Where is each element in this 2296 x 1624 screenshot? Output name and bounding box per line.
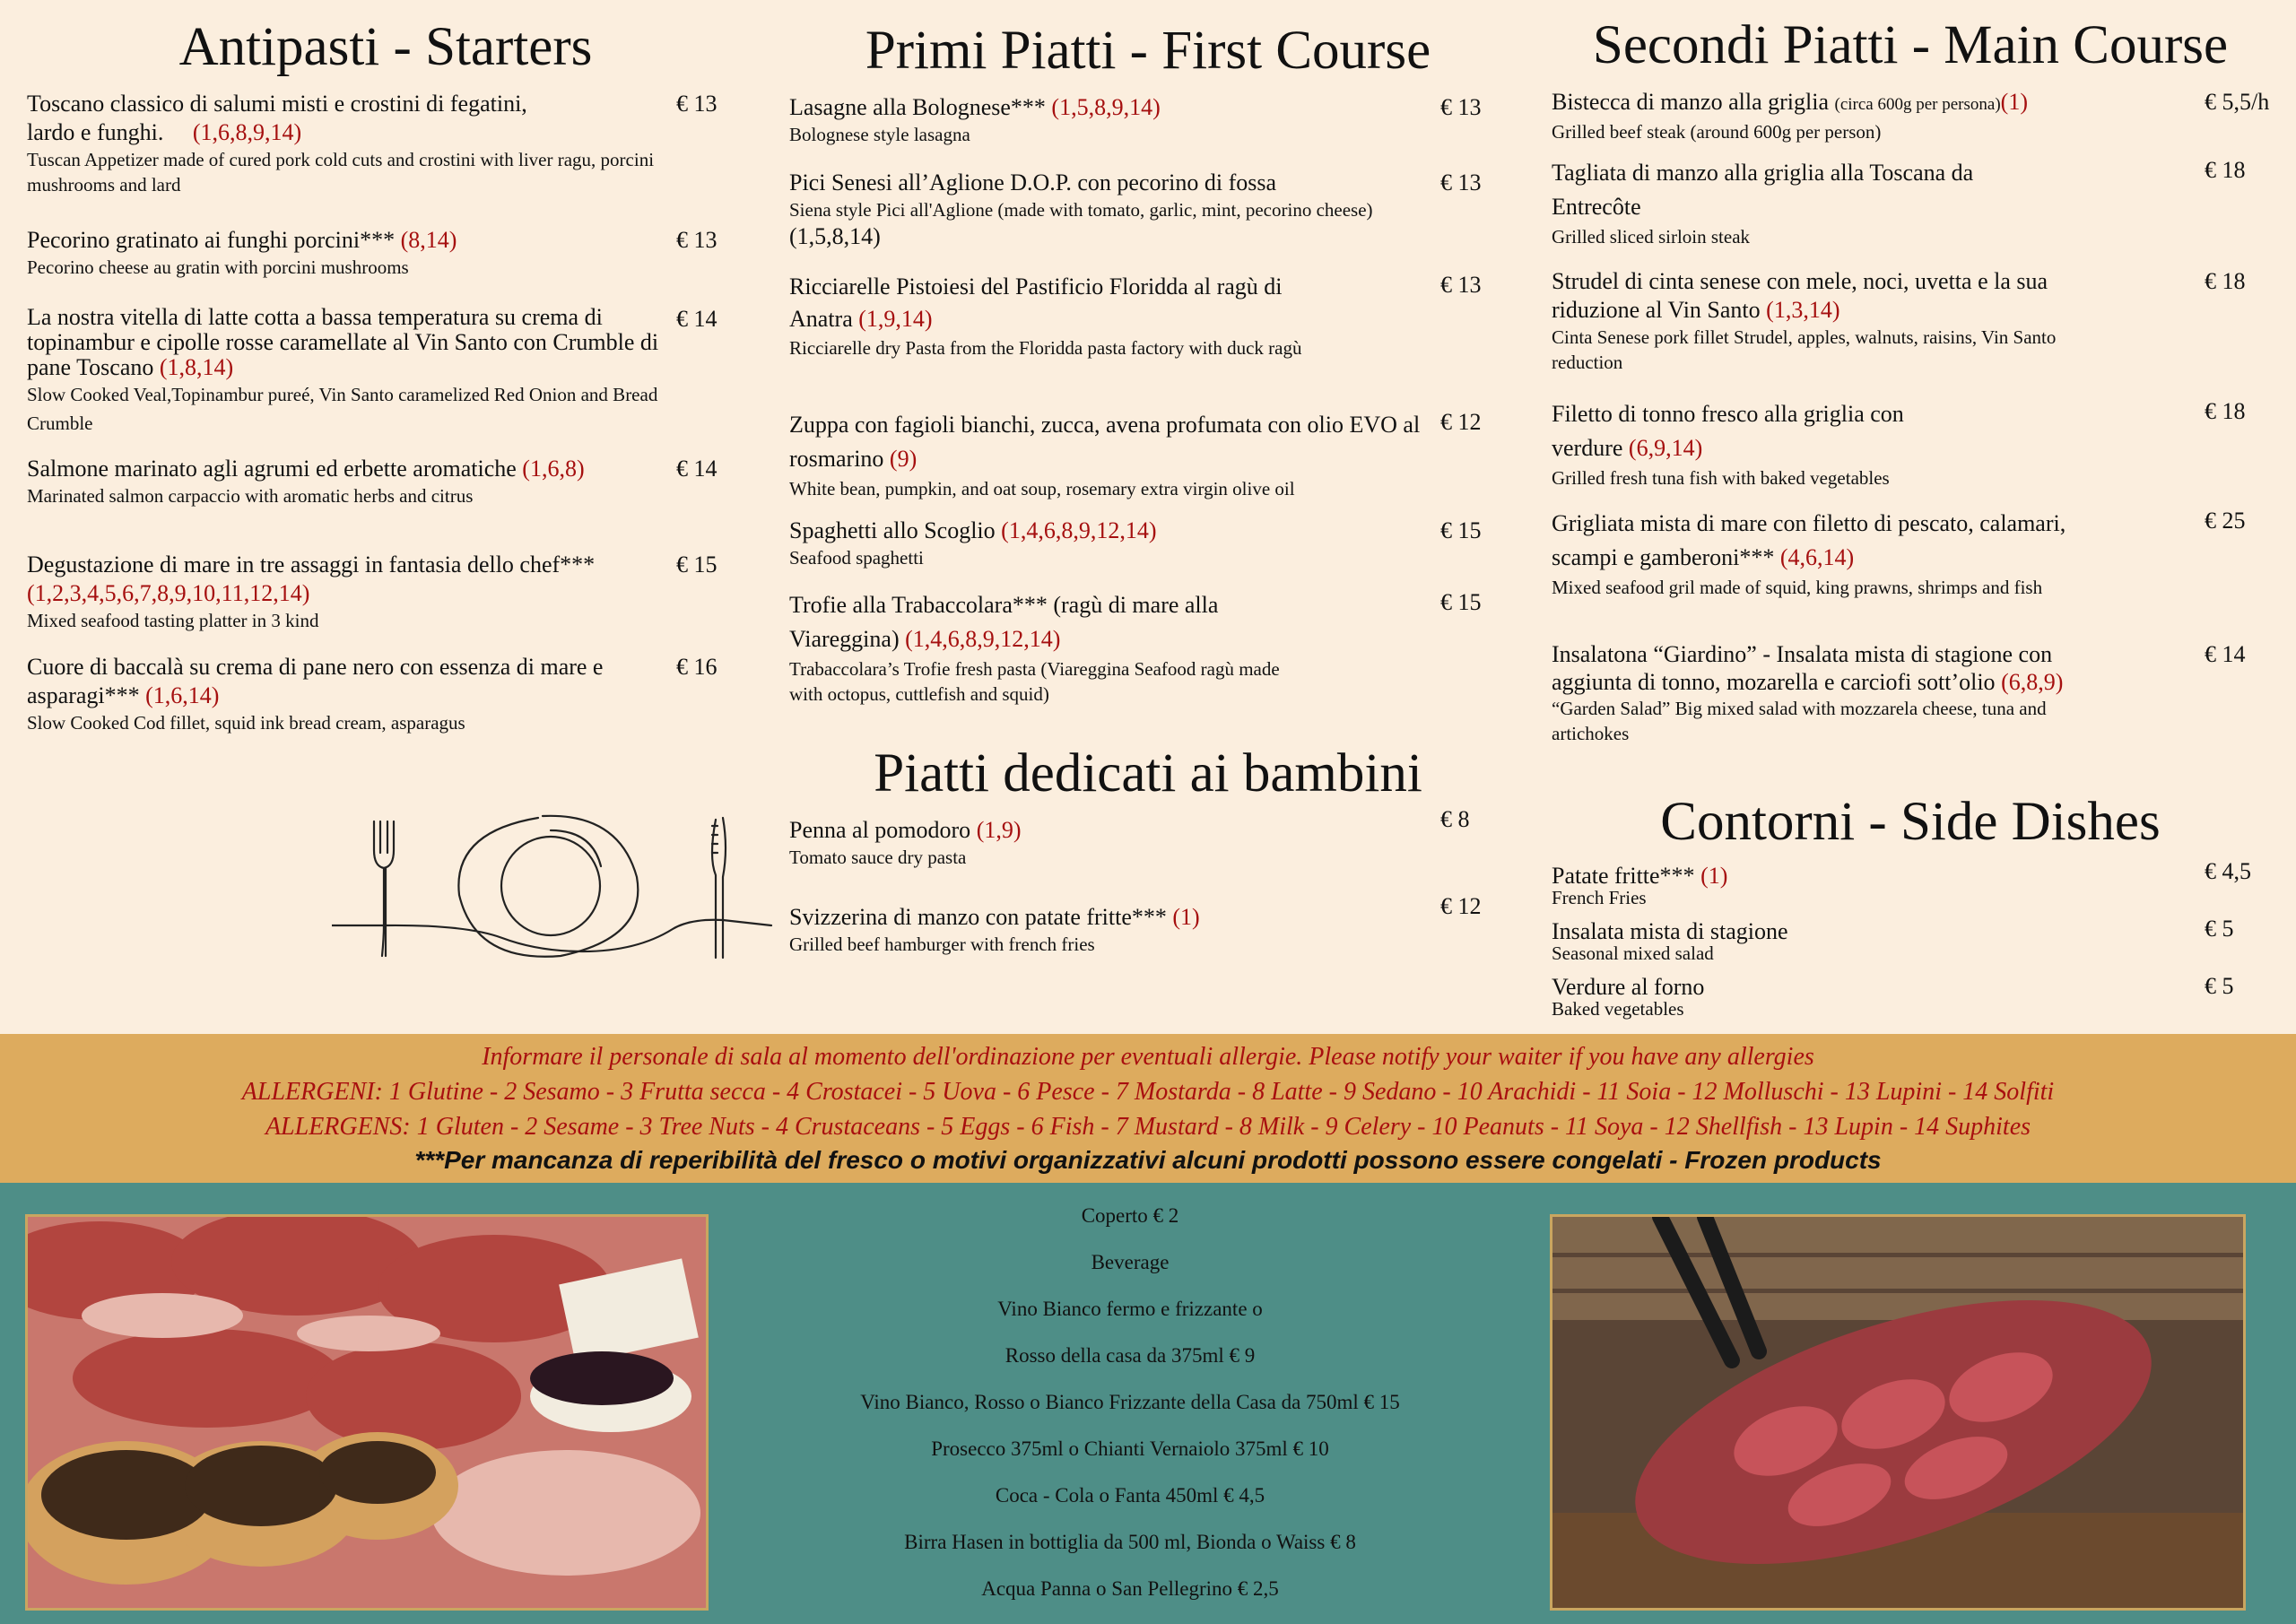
- item-price: € 8: [1440, 806, 1470, 832]
- item-name: Insalata mista di stagione: [1552, 918, 1788, 944]
- beverage-item: Prosecco 375ml o Chianti Vernaiolo 375ml € 10: [931, 1437, 1329, 1460]
- item-description: Trabaccolara’s Trofie fresh pasta (Viareggina Seafood ragù made with octopus, cuttlefish and squid): [789, 658, 1280, 705]
- item-description: Bolognese style lasagna: [789, 124, 970, 145]
- item-price: € 14: [676, 456, 718, 482]
- menu-item: [789, 93, 1525, 147]
- item-name: Ricciarelle Pistoiesi del Pastificio Floridda al ragù di Anatra (1,9,14): [789, 274, 1283, 332]
- item-price: € 13: [1440, 94, 1482, 120]
- item-price: € 14: [2205, 641, 2246, 667]
- menu-item: [1552, 267, 2278, 375]
- item-name: Degustazione di mare in tre assaggi in fantasia dello chef***(1,2,3,4,5,6,7,8,9,10,11,12,14): [27, 551, 596, 606]
- item-name: Cuore di baccalà su crema di pane nero con essenza di mare e asparagi*** (1,6,14): [27, 654, 604, 708]
- menu-item: [789, 169, 1525, 251]
- item-description: White bean, pumpkin, and oat soup, rosemary extra virgin olive oil: [789, 478, 1295, 499]
- item-name: Bistecca di manzo alla griglia (circa 600g per persona)(1): [1552, 89, 2028, 115]
- item-price: € 5: [2205, 916, 2234, 942]
- item-description: Seafood spaghetti: [789, 547, 924, 569]
- menu-item: [27, 455, 744, 508]
- item-name: Insalatona “Giardino” - Insalata mista di stagione con aggiunta di tonno, mozarella e carciofi sott’olio (6,8,9): [1552, 641, 2064, 695]
- allergen-list-it: ALLERGENI: 1 Glutine - 2 Sesamo - 3 Frutta secca - 4 Crostacei - 5 Uova - 6 Pesce - 7 Mostarda - 8 Latte - 9 Sedano - 10 Arachidi - 11 Soia - 12 Molluschi - 13 Lupini - 14 Solfiti: [241, 1078, 2055, 1106]
- item-price: € 13: [1440, 272, 1482, 298]
- item-name: Spaghetti allo Scoglio (1,4,6,8,9,12,14): [789, 517, 1157, 543]
- item-description: Mixed seafood gril made of squid, king prawns, shrimps and fish: [1552, 577, 2043, 598]
- item-description: Grilled beef hamburger with french fries: [789, 934, 1095, 955]
- item-name: Toscano classico di salumi misti e crostini di fegatini, lardo e funghi. (1,6,8,9,14): [27, 91, 527, 145]
- bambini-title: Piatti dedicati ai bambini: [874, 743, 1422, 803]
- item-description: Grilled beef steak (around 600g per person): [1552, 121, 1882, 143]
- item-description: French Fries: [1552, 887, 1647, 908]
- item-name: Patate fritte*** (1): [1552, 863, 1728, 889]
- item-price: € 15: [1440, 517, 1482, 543]
- item-price: € 14: [676, 306, 718, 332]
- menu-item: [27, 653, 744, 735]
- item-name: La nostra vitella di latte cotta a bassa temperatura su crema di topinambur e cipolle rosse caramellate al Vin Santo con Crumble di pane Toscano (1,8,14): [27, 304, 659, 380]
- item-name: Filetto di tonno fresco alla griglia con verdure (6,9,14): [1552, 401, 1904, 461]
- beverage-item: Coca - Cola o Fanta 450ml € 4,5: [995, 1484, 1265, 1507]
- item-description: Pecorino cheese au gratin with porcini mushrooms: [27, 256, 409, 278]
- cured-meats-image: [28, 1217, 706, 1608]
- menu-item: [789, 517, 1525, 570]
- menu-item: [27, 90, 744, 197]
- item-price: € 12: [1440, 409, 1482, 435]
- beverage-item: Vino Bianco, Rosso o Bianco Frizzante della Casa da 750ml € 15: [860, 1391, 1400, 1413]
- beverage-item: Vino Bianco fermo e frizzante o: [997, 1298, 1263, 1320]
- item-description: Baked vegetables: [1552, 998, 1684, 1020]
- steak-photo: [1550, 1214, 2246, 1611]
- menu-item: [1552, 397, 2278, 491]
- item-description: Tomato sauce dry pasta: [789, 847, 967, 868]
- beverage-item: Birra Hasen in bottiglia da 500 ml, Bionda o Waiss € 8: [904, 1531, 1356, 1553]
- item-price: € 15: [1440, 589, 1482, 615]
- bottom-section: [0, 1183, 2296, 1624]
- item-name: Salmone marinato agli agrumi ed erbette aromatiche (1,6,8): [27, 456, 585, 482]
- menu-item: [27, 551, 744, 633]
- item-price: € 25: [2205, 508, 2246, 534]
- item-description: Slow Cooked Veal,Topinambur pureé, Vin Santo caramelized Red Onion and Bread Crumble: [27, 384, 658, 434]
- item-description: Seasonal mixed salad: [1552, 942, 1714, 964]
- contorni-title: Contorni - Side Dishes: [1660, 792, 2161, 852]
- antipasti-title: Antipasti - Starters: [178, 17, 593, 77]
- primi-title: Primi Piatti - First Course: [865, 21, 1431, 81]
- allergen-notice-band: [0, 1034, 2296, 1183]
- item-price: € 18: [2205, 157, 2246, 183]
- menu-item: [1552, 88, 2278, 144]
- menu-item: [1552, 916, 2278, 964]
- menu-item: [789, 271, 1525, 360]
- beverage-item: Acqua Panna o San Pellegrino € 2,5: [981, 1577, 1279, 1600]
- item-description: Siena style Pici all'Aglione (made with tomato, garlic, mint, pecorino cheese): [789, 199, 1373, 221]
- menu-item: [1552, 640, 2278, 746]
- item-description: Marinated salmon carpaccio with aromatic herbs and citrus: [27, 485, 474, 507]
- item-name: Trofie alla Trabaccolara*** (ragù di mare alla Viareggina) (1,4,6,8,9,12,14): [789, 592, 1219, 652]
- beverage-list: [718, 1203, 1543, 1622]
- item-name: Svizzerina di manzo con patate fritte*** (1): [789, 904, 1200, 930]
- item-description: Grilled fresh tuna fish with baked vegetables: [1552, 467, 1890, 489]
- item-name: Zuppa con fagioli bianchi, zucca, avena profumata con olio EVO al rosmarino (9): [789, 412, 1421, 472]
- item-price: € 13: [1440, 169, 1482, 195]
- item-price: € 16: [676, 654, 718, 680]
- cured-meats-photo: [25, 1214, 709, 1611]
- menu-item: [1552, 156, 2278, 249]
- item-name: Pecorino gratinato ai funghi porcini*** (8,14): [27, 227, 457, 253]
- item-description: “Garden Salad” Big mixed salad with mozzarela cheese, tuna and artichokes: [1552, 698, 2047, 744]
- beverage-item: Rosso della casa da 375ml € 9: [1004, 1344, 1256, 1367]
- item-price: € 5: [2205, 973, 2234, 999]
- menu-item: [27, 305, 744, 438]
- item-description: Grilled sliced sirloin steak: [1552, 226, 1751, 248]
- item-price: € 13: [676, 91, 718, 117]
- item-name: Tagliata di manzo alla griglia alla Toscana da Entrecôte: [1552, 160, 1974, 220]
- frozen-notice: ***Per mancanza di reperibilità del fresco o motivi organizzativi alcuni prodotti possono essere congelati - Frozen products: [414, 1146, 1882, 1174]
- menu-item: [789, 588, 1525, 707]
- item-price: € 18: [2205, 268, 2246, 294]
- item-description: Ricciarelle dry Pasta from the Floridda pasta factory with duck ragù: [789, 337, 1302, 359]
- item-name: Verdure al forno: [1552, 974, 1705, 1000]
- menu-item: [789, 893, 1525, 957]
- menu-item: [789, 408, 1525, 501]
- item-name: Grigliata mista di mare con filetto di pescato, calamari, scampi e gamberoni*** (4,6,14): [1552, 510, 2066, 570]
- item-price: € 4,5: [2205, 858, 2251, 884]
- item-price: € 5,5/h: [2205, 89, 2270, 115]
- item-description: Cinta Senese pork fillet Strudel, apples, walnuts, raisins, Vin Santo reduction: [1552, 326, 2057, 373]
- cutlery-plate-illustration: [332, 803, 780, 992]
- item-name: Pici Senesi all’Aglione D.O.P. con pecorino di fossa: [789, 169, 1277, 195]
- item-name: Strudel di cinta senese con mele, noci, uvetta e la sua riduzione al Vin Santo (1,3,14): [1552, 268, 2048, 323]
- item-name: Lasagne alla Bolognese*** (1,5,8,9,14): [789, 94, 1161, 120]
- menu-item: [1552, 858, 2278, 908]
- allergen-list-en: ALLERGENS: 1 Gluten - 2 Sesame - 3 Tree Nuts - 4 Crustaceans - 5 Eggs - 6 Fish - 7 Mustard - 8 Milk - 9 Celery - 10 Peanuts - 11 Soya - 12 Shellfish - 13 Lupin - 14 Suphites: [265, 1113, 2031, 1141]
- menu-item: [27, 226, 744, 280]
- item-description: Slow Cooked Cod fillet, squid ink bread cream, asparagus: [27, 712, 465, 734]
- item-allergens: (1,5,8,14): [789, 223, 881, 249]
- allergy-notice: Informare il personale di sala al momento dell'ordinazione per eventuali allergie. Please notify your waiter if you have any allergies: [482, 1043, 1814, 1071]
- item-price: € 15: [676, 551, 718, 578]
- item-description: Tuscan Appetizer made of cured pork cold cuts and crostini with liver ragu, porcini mushrooms and lard: [27, 149, 655, 195]
- menu-item: [1552, 973, 2278, 1020]
- beverage-heading: Beverage: [1091, 1251, 1170, 1273]
- secondi-title: Secondi Piatti - Main Course: [1592, 15, 2229, 75]
- menu-item: [789, 806, 1525, 870]
- item-price: € 12: [1440, 893, 1482, 919]
- cover-charge: Coperto € 2: [1081, 1204, 1179, 1227]
- item-price: € 13: [676, 227, 718, 253]
- steak-image: [1552, 1217, 2243, 1608]
- item-name: Penna al pomodoro (1,9): [789, 817, 1022, 843]
- item-price: € 18: [2205, 398, 2246, 424]
- menu-item: [1552, 507, 2278, 600]
- item-description: Mixed seafood tasting platter in 3 kind: [27, 610, 319, 631]
